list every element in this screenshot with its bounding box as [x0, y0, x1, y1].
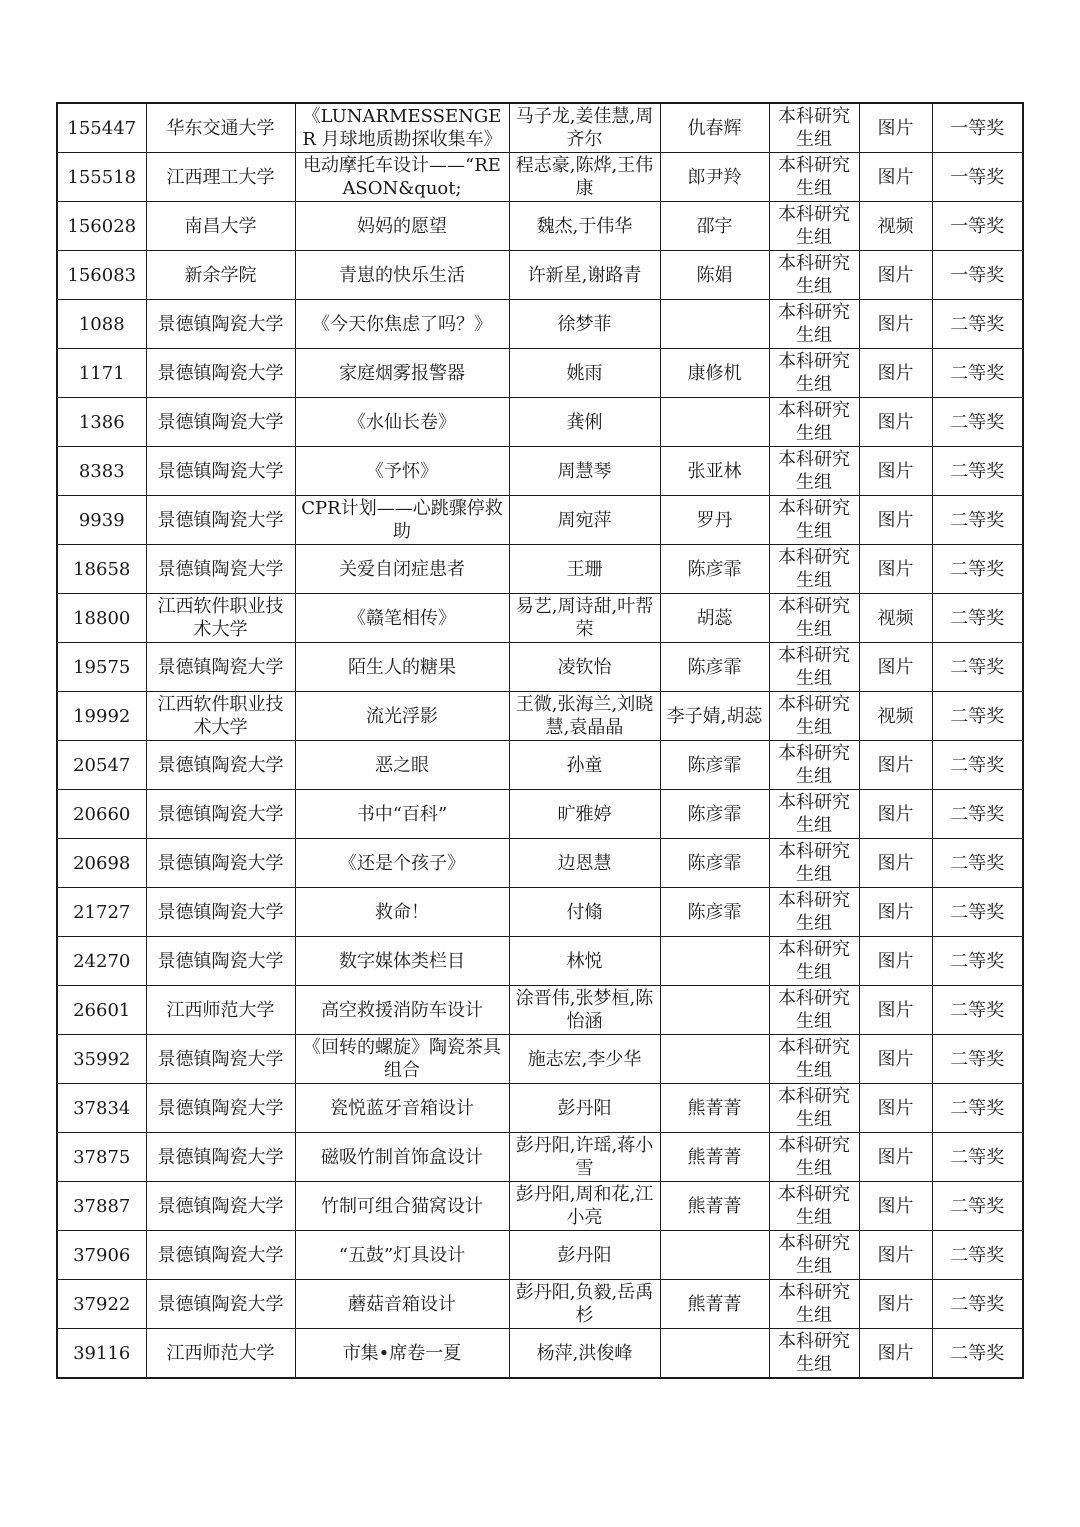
cell-group: 本科研究生组 [769, 447, 859, 496]
cell-authors: 彭丹阳 [509, 1084, 660, 1133]
cell-school: 江西师范大学 [146, 986, 295, 1035]
cell-entry-id: 1386 [57, 398, 146, 447]
cell-advisor [660, 937, 769, 986]
cell-school: 景德镇陶瓷大学 [146, 790, 295, 839]
cell-work-title: 高空救援消防车设计 [295, 986, 509, 1035]
cell-media-type: 图片 [859, 103, 932, 153]
cell-work-title: 《今天你焦虑了吗？》 [295, 300, 509, 349]
cell-entry-id: 24270 [57, 937, 146, 986]
cell-group: 本科研究生组 [769, 1084, 859, 1133]
cell-work-title: 《回转的螺旋》陶瓷茶具组合 [295, 1035, 509, 1084]
cell-entry-id: 35992 [57, 1035, 146, 1084]
cell-school: 景德镇陶瓷大学 [146, 1280, 295, 1329]
cell-advisor: 陈彦霏 [660, 790, 769, 839]
table-row [57, 349, 1023, 398]
cell-advisor: 熊菁菁 [660, 1182, 769, 1231]
cell-group: 本科研究生组 [769, 545, 859, 594]
cell-award: 二等奖 [932, 692, 1023, 741]
cell-school: 景德镇陶瓷大学 [146, 1084, 295, 1133]
cell-school: 江西师范大学 [146, 1329, 295, 1379]
cell-award: 二等奖 [932, 1280, 1023, 1329]
cell-authors: 许新星,谢路青 [509, 251, 660, 300]
cell-award: 二等奖 [932, 839, 1023, 888]
cell-entry-id: 18800 [57, 594, 146, 643]
cell-award: 二等奖 [932, 741, 1023, 790]
cell-work-title: 《水仙长卷》 [295, 398, 509, 447]
cell-school: 景德镇陶瓷大学 [146, 300, 295, 349]
cell-group: 本科研究生组 [769, 398, 859, 447]
table-row [57, 1133, 1023, 1182]
cell-authors: 孙童 [509, 741, 660, 790]
cell-group: 本科研究生组 [769, 300, 859, 349]
cell-group: 本科研究生组 [769, 790, 859, 839]
document-page [56, 102, 1022, 1379]
cell-school: 江西理工大学 [146, 153, 295, 202]
cell-work-title: 青崽的快乐生活 [295, 251, 509, 300]
cell-media-type: 图片 [859, 1231, 932, 1280]
table-row [57, 1182, 1023, 1231]
table-row [57, 496, 1023, 545]
cell-award: 二等奖 [932, 790, 1023, 839]
cell-entry-id: 37887 [57, 1182, 146, 1231]
cell-award: 二等奖 [932, 300, 1023, 349]
table-row [57, 888, 1023, 937]
cell-group: 本科研究生组 [769, 839, 859, 888]
cell-award: 二等奖 [932, 1084, 1023, 1133]
cell-school: 景德镇陶瓷大学 [146, 398, 295, 447]
cell-award: 二等奖 [932, 594, 1023, 643]
table-row [57, 986, 1023, 1035]
cell-entry-id: 18658 [57, 545, 146, 594]
cell-work-title: 流光浮影 [295, 692, 509, 741]
cell-work-title: 家庭烟雾报警器 [295, 349, 509, 398]
cell-group: 本科研究生组 [769, 1231, 859, 1280]
cell-advisor: 陈彦霏 [660, 741, 769, 790]
cell-advisor [660, 300, 769, 349]
cell-media-type: 图片 [859, 496, 932, 545]
table-row [57, 1035, 1023, 1084]
cell-media-type: 图片 [859, 1182, 932, 1231]
cell-authors: 施志宏,李少华 [509, 1035, 660, 1084]
table-row [57, 545, 1023, 594]
cell-entry-id: 26601 [57, 986, 146, 1035]
cell-advisor: 罗丹 [660, 496, 769, 545]
cell-school: 景德镇陶瓷大学 [146, 937, 295, 986]
cell-group: 本科研究生组 [769, 103, 859, 153]
cell-award: 二等奖 [932, 447, 1023, 496]
cell-group: 本科研究生组 [769, 692, 859, 741]
cell-media-type: 图片 [859, 1035, 932, 1084]
cell-advisor [660, 1329, 769, 1379]
cell-school: 景德镇陶瓷大学 [146, 545, 295, 594]
cell-award: 二等奖 [932, 1182, 1023, 1231]
cell-advisor: 熊菁菁 [660, 1280, 769, 1329]
cell-work-title: 陌生人的糖果 [295, 643, 509, 692]
cell-work-title: CPR计划——心跳骤停救助 [295, 496, 509, 545]
cell-entry-id: 9939 [57, 496, 146, 545]
cell-entry-id: 20698 [57, 839, 146, 888]
table-row [57, 790, 1023, 839]
cell-authors: 付翛 [509, 888, 660, 937]
cell-group: 本科研究生组 [769, 153, 859, 202]
cell-advisor [660, 398, 769, 447]
cell-award: 二等奖 [932, 888, 1023, 937]
table-row [57, 1329, 1023, 1379]
cell-school: 景德镇陶瓷大学 [146, 1231, 295, 1280]
cell-award: 二等奖 [932, 398, 1023, 447]
cell-media-type: 图片 [859, 153, 932, 202]
cell-school: 景德镇陶瓷大学 [146, 447, 295, 496]
cell-media-type: 图片 [859, 1084, 932, 1133]
cell-award: 一等奖 [932, 103, 1023, 153]
cell-media-type: 视频 [859, 202, 932, 251]
cell-award: 一等奖 [932, 153, 1023, 202]
table-row [57, 1231, 1023, 1280]
cell-media-type: 图片 [859, 349, 932, 398]
table-row [57, 839, 1023, 888]
cell-entry-id: 156083 [57, 251, 146, 300]
cell-work-title: 书中“百科” [295, 790, 509, 839]
cell-group: 本科研究生组 [769, 1035, 859, 1084]
cell-award: 一等奖 [932, 202, 1023, 251]
cell-award: 二等奖 [932, 496, 1023, 545]
cell-school: 景德镇陶瓷大学 [146, 1182, 295, 1231]
cell-award: 二等奖 [932, 1329, 1023, 1379]
cell-work-title: 磁吸竹制首饰盒设计 [295, 1133, 509, 1182]
cell-authors: 徐梦菲 [509, 300, 660, 349]
cell-award: 二等奖 [932, 986, 1023, 1035]
cell-award: 一等奖 [932, 251, 1023, 300]
cell-entry-id: 156028 [57, 202, 146, 251]
cell-award: 二等奖 [932, 1035, 1023, 1084]
cell-school: 景德镇陶瓷大学 [146, 839, 295, 888]
cell-group: 本科研究生组 [769, 496, 859, 545]
cell-advisor: 郎尹羚 [660, 153, 769, 202]
cell-group: 本科研究生组 [769, 986, 859, 1035]
table-row [57, 692, 1023, 741]
cell-media-type: 图片 [859, 643, 932, 692]
cell-group: 本科研究生组 [769, 349, 859, 398]
cell-work-title: 《还是个孩子》 [295, 839, 509, 888]
cell-award: 二等奖 [932, 937, 1023, 986]
cell-work-title: 《予怀》 [295, 447, 509, 496]
cell-advisor: 陈彦霏 [660, 839, 769, 888]
cell-media-type: 图片 [859, 398, 932, 447]
cell-school: 景德镇陶瓷大学 [146, 643, 295, 692]
cell-group: 本科研究生组 [769, 888, 859, 937]
cell-award: 二等奖 [932, 349, 1023, 398]
cell-school: 华东交通大学 [146, 103, 295, 153]
cell-advisor: 张亚林 [660, 447, 769, 496]
cell-authors: 涂晋伟,张梦桓,陈怡涵 [509, 986, 660, 1035]
cell-work-title: 《赣笔相传》 [295, 594, 509, 643]
cell-advisor [660, 1035, 769, 1084]
cell-authors: 边恩慧 [509, 839, 660, 888]
cell-school: 景德镇陶瓷大学 [146, 1035, 295, 1084]
cell-media-type: 图片 [859, 251, 932, 300]
cell-advisor: 熊菁菁 [660, 1084, 769, 1133]
cell-authors: 林悦 [509, 937, 660, 986]
cell-entry-id: 37906 [57, 1231, 146, 1280]
cell-work-title: “五鼓”灯具设计 [295, 1231, 509, 1280]
table-row [57, 153, 1023, 202]
cell-media-type: 视频 [859, 692, 932, 741]
cell-award: 二等奖 [932, 1231, 1023, 1280]
cell-school: 江西软件职业技术大学 [146, 594, 295, 643]
cell-school: 景德镇陶瓷大学 [146, 888, 295, 937]
cell-entry-id: 1088 [57, 300, 146, 349]
cell-entry-id: 155447 [57, 103, 146, 153]
cell-work-title: 蘑菇音箱设计 [295, 1280, 509, 1329]
cell-authors: 杨萍,洪俊峰 [509, 1329, 660, 1379]
cell-advisor: 陈彦霏 [660, 888, 769, 937]
table-row [57, 643, 1023, 692]
cell-work-title: 救命！ [295, 888, 509, 937]
cell-media-type: 图片 [859, 839, 932, 888]
cell-entry-id: 20660 [57, 790, 146, 839]
cell-authors: 魏杰,于伟华 [509, 202, 660, 251]
cell-authors: 姚雨 [509, 349, 660, 398]
cell-media-type: 图片 [859, 741, 932, 790]
cell-school: 景德镇陶瓷大学 [146, 349, 295, 398]
cell-advisor [660, 986, 769, 1035]
cell-authors: 程志豪,陈烨,王伟康 [509, 153, 660, 202]
cell-group: 本科研究生组 [769, 1182, 859, 1231]
cell-authors: 王微,张海兰,刘晓慧,袁晶晶 [509, 692, 660, 741]
cell-entry-id: 19575 [57, 643, 146, 692]
cell-group: 本科研究生组 [769, 1133, 859, 1182]
table-row [57, 398, 1023, 447]
cell-school: 景德镇陶瓷大学 [146, 496, 295, 545]
awards-table [56, 102, 1024, 1379]
cell-advisor: 熊菁菁 [660, 1133, 769, 1182]
cell-media-type: 图片 [859, 1280, 932, 1329]
table-row [57, 251, 1023, 300]
cell-group: 本科研究生组 [769, 1280, 859, 1329]
cell-group: 本科研究生组 [769, 202, 859, 251]
cell-media-type: 视频 [859, 594, 932, 643]
cell-authors: 彭丹阳,许瑶,蒋小雪 [509, 1133, 660, 1182]
cell-school: 景德镇陶瓷大学 [146, 741, 295, 790]
table-body [57, 103, 1023, 1378]
cell-school: 南昌大学 [146, 202, 295, 251]
cell-authors: 彭丹阳,负毅,岳禹杉 [509, 1280, 660, 1329]
table-row [57, 937, 1023, 986]
cell-entry-id: 1171 [57, 349, 146, 398]
cell-authors: 彭丹阳,周和花,江小亮 [509, 1182, 660, 1231]
cell-advisor: 仇春辉 [660, 103, 769, 153]
table-row [57, 447, 1023, 496]
cell-group: 本科研究生组 [769, 594, 859, 643]
cell-group: 本科研究生组 [769, 643, 859, 692]
table-row [57, 1280, 1023, 1329]
cell-media-type: 图片 [859, 937, 932, 986]
cell-authors: 彭丹阳 [509, 1231, 660, 1280]
cell-group: 本科研究生组 [769, 937, 859, 986]
cell-award: 二等奖 [932, 643, 1023, 692]
cell-award: 二等奖 [932, 1133, 1023, 1182]
cell-advisor: 陈彦霏 [660, 643, 769, 692]
cell-work-title: 电动摩托车设计——“REASON&quot; [295, 153, 509, 202]
cell-advisor: 邵宇 [660, 202, 769, 251]
cell-work-title: 数字媒体类栏目 [295, 937, 509, 986]
cell-authors: 龚俐 [509, 398, 660, 447]
cell-advisor: 胡蕊 [660, 594, 769, 643]
table-row [57, 103, 1023, 153]
cell-authors: 马子龙,姜佳慧,周齐尔 [509, 103, 660, 153]
cell-media-type: 图片 [859, 888, 932, 937]
cell-authors: 凌钦怡 [509, 643, 660, 692]
cell-advisor: 陈彦霏 [660, 545, 769, 594]
cell-entry-id: 19992 [57, 692, 146, 741]
cell-work-title: 关爱自闭症患者 [295, 545, 509, 594]
cell-group: 本科研究生组 [769, 1329, 859, 1379]
cell-entry-id: 8383 [57, 447, 146, 496]
cell-school: 新余学院 [146, 251, 295, 300]
cell-school: 景德镇陶瓷大学 [146, 1133, 295, 1182]
cell-advisor: 陈娟 [660, 251, 769, 300]
cell-entry-id: 21727 [57, 888, 146, 937]
cell-media-type: 图片 [859, 1133, 932, 1182]
cell-work-title: 妈妈的愿望 [295, 202, 509, 251]
cell-authors: 旷雅婷 [509, 790, 660, 839]
cell-entry-id: 39116 [57, 1329, 146, 1379]
table-row [57, 300, 1023, 349]
table-row [57, 1084, 1023, 1133]
cell-work-title: 市集•席卷一夏 [295, 1329, 509, 1379]
cell-school: 江西软件职业技术大学 [146, 692, 295, 741]
cell-media-type: 图片 [859, 545, 932, 594]
cell-advisor: 李子婧,胡蕊 [660, 692, 769, 741]
table-row [57, 594, 1023, 643]
cell-advisor [660, 1231, 769, 1280]
cell-work-title: 恶之眼 [295, 741, 509, 790]
table-row [57, 741, 1023, 790]
cell-entry-id: 20547 [57, 741, 146, 790]
cell-entry-id: 37875 [57, 1133, 146, 1182]
cell-media-type: 图片 [859, 1329, 932, 1379]
cell-advisor: 康修机 [660, 349, 769, 398]
cell-group: 本科研究生组 [769, 741, 859, 790]
cell-entry-id: 155518 [57, 153, 146, 202]
cell-media-type: 图片 [859, 790, 932, 839]
cell-authors: 周慧琴 [509, 447, 660, 496]
cell-award: 二等奖 [932, 545, 1023, 594]
cell-media-type: 图片 [859, 300, 932, 349]
cell-media-type: 图片 [859, 986, 932, 1035]
cell-authors: 周宛萍 [509, 496, 660, 545]
cell-work-title: 瓷悦蓝牙音箱设计 [295, 1084, 509, 1133]
cell-entry-id: 37834 [57, 1084, 146, 1133]
cell-media-type: 图片 [859, 447, 932, 496]
cell-authors: 王珊 [509, 545, 660, 594]
cell-authors: 易艺,周诗甜,叶帮荣 [509, 594, 660, 643]
cell-work-title: 竹制可组合猫窝设计 [295, 1182, 509, 1231]
cell-work-title: 《LUNARMESSENGER 月球地质勘探收集车》 [295, 103, 509, 153]
cell-group: 本科研究生组 [769, 251, 859, 300]
table-row [57, 202, 1023, 251]
cell-entry-id: 37922 [57, 1280, 146, 1329]
